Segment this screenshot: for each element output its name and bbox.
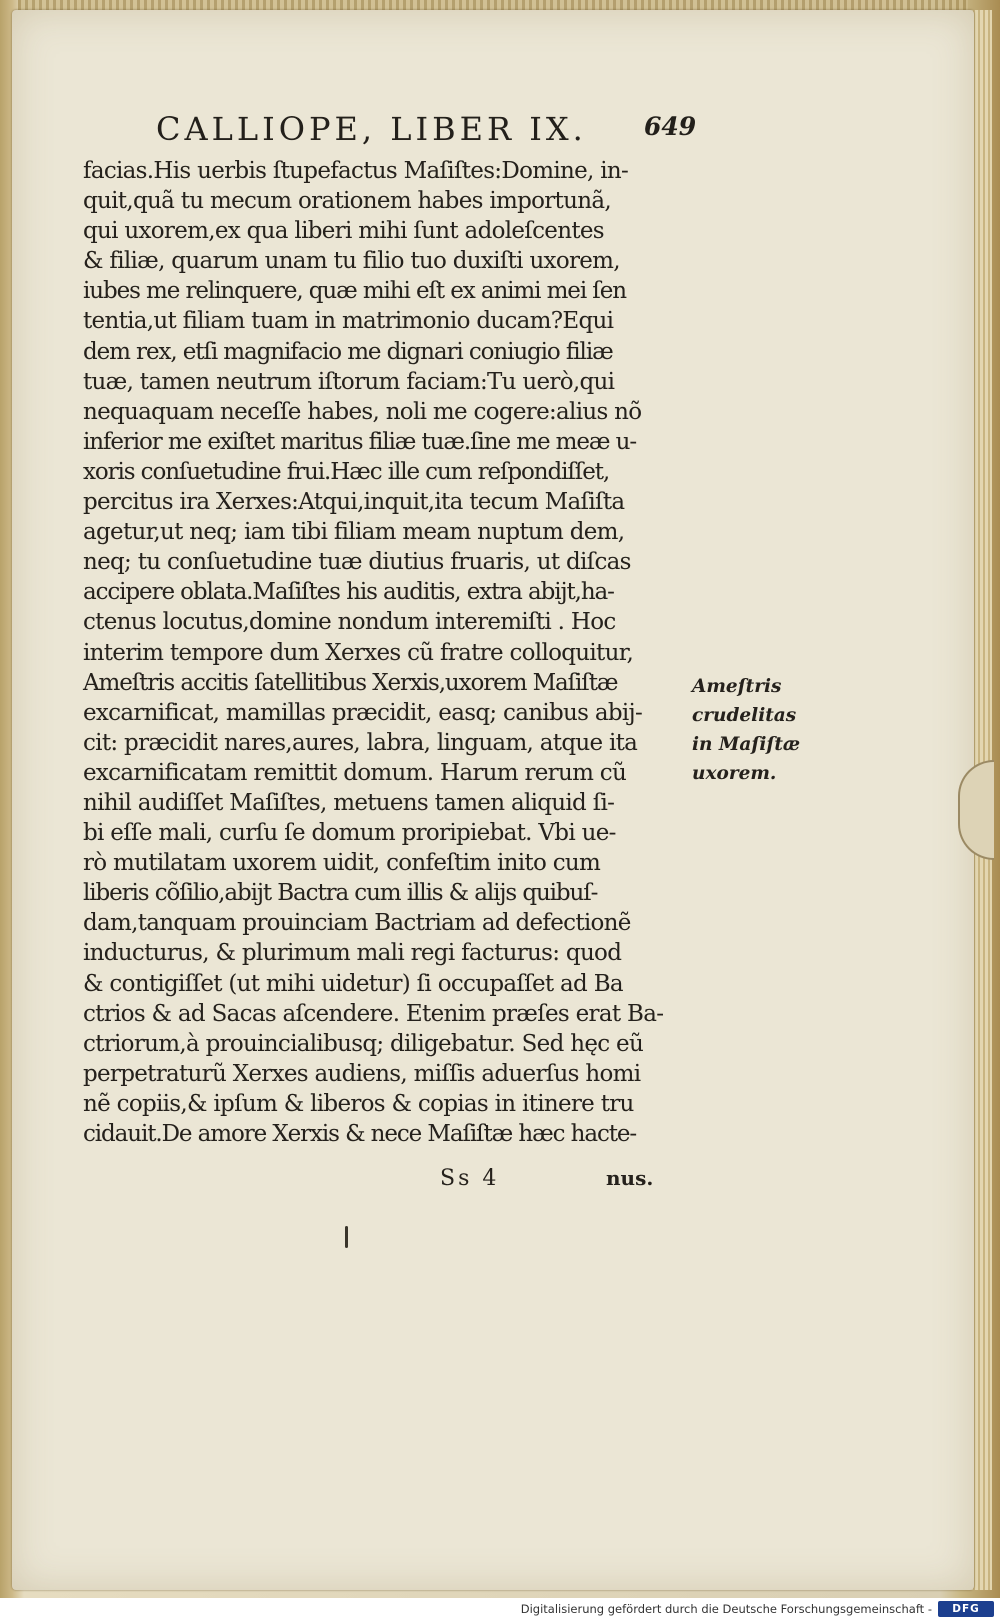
text-line: ctenus locutus,domine nondum interemiſti . Hoc	[83, 609, 616, 636]
text-line: Ameſtris accitis ſatellitibus Xerxis,uxorem Maſiſtæ	[83, 669, 618, 696]
signature-mark: Ss 4	[440, 1166, 500, 1191]
ink-mark	[345, 1226, 348, 1248]
digitization-footer	[0, 1598, 1000, 1621]
text-line: bi eſſe mali, curſu ſe domum proripiebat. Vbi ue-	[83, 820, 616, 847]
text-line: liberis cõſilio,abijt Bactra cum illis & alijs quibuſ-	[83, 880, 598, 907]
text-line: nihil audiſſet Maſiſtes, metuens tamen aliquid ſi-	[83, 789, 615, 816]
marginal-note-line: uxorem.	[692, 763, 777, 784]
text-line: tentia,ut filiam tuam in matrimonio ducam?Equi	[83, 308, 614, 335]
text-line: qui uxorem,ex qua liberi mihi ſunt adoleſcentes	[83, 218, 604, 245]
marginal-note-line: Ameſtris	[692, 676, 782, 697]
marginal-note-line: in Maſiſtæ	[692, 734, 801, 755]
text-line: dem rex, etſi magnifacio me dignari coniugio filiæ	[83, 338, 613, 365]
page-header	[156, 110, 696, 154]
catchword: nus.	[606, 1166, 654, 1190]
running-title: CALLIOPE, LIBER IX.	[156, 110, 587, 148]
marginal-note	[692, 672, 802, 788]
main-text-block	[83, 156, 683, 1149]
text-line: cit: præcidit nares,aures, labra, linguam, atque ita	[83, 729, 638, 756]
text-line: xoris conſuetudine frui.Hæc ille cum reſpondiſſet,	[83, 458, 610, 485]
text-line: neq; tu conſuetudine tuæ diutius fruaris, ut diſcas	[83, 549, 631, 576]
text-line: & filiæ, quarum unam tu filio tuo duxiſti uxorem,	[83, 248, 620, 275]
text-line: perpetraturũ Xerxes audiens, miſſis aduerſus homi	[83, 1060, 641, 1087]
text-line: accipere oblata.Maſiſtes his auditis, extra abijt,ha-	[83, 579, 614, 606]
text-line: iubes me relinquere, quæ mihi eſt ex animi mei ſen	[83, 278, 626, 305]
text-line: quit,quã tu mecum orationem habes importunã,	[83, 188, 611, 215]
dfg-logo: DFG	[938, 1601, 994, 1617]
page-top-edge	[18, 0, 968, 10]
marginal-note-line: crudelitas	[692, 705, 797, 726]
text-line: agetur,ut neq; iam tibi filiam meam nuptum dem,	[83, 519, 625, 546]
text-line: inducturus, & plurimum mali regi facturus: quod	[83, 940, 622, 967]
text-line: interim tempore dum Xerxes cũ fratre colloquitur,	[83, 639, 634, 666]
text-line: nequaquam neceſſe habes, noli me cogere:alius nõ	[83, 398, 642, 425]
text-line: & contigiſſet (ut mihi uidetur) ſi occupaſſet ad Ba	[83, 970, 623, 997]
text-line: inferior me exiſtet maritus filiæ tuæ.ſine me meæ u-	[83, 428, 636, 455]
text-line: rò mutilatam uxorem uidit, confeſtim inito cum	[83, 850, 601, 877]
text-line: cidauit.De amore Xerxis & nece Maſiſtæ hæc hacte-	[83, 1121, 637, 1147]
text-line: tuæ, tamen neutrum iſtorum faciam:Tu uerò,qui	[83, 368, 615, 395]
text-line: facias.His uerbis ſtupefactus Maſiſtes:Domine, in-	[83, 158, 629, 184]
text-line: nẽ copiis,& ipſum & liberos & copias in itinere tru	[83, 1090, 634, 1117]
text-line: percitus ira Xerxes:Atqui,inquit,ita tecum Maſiſta	[83, 489, 625, 516]
text-line: excarnificat, mamillas præcidit, easq; canibus abij-	[83, 699, 643, 726]
funding-notice: Digitalisierung gefördert durch die Deutsche Forschungsgemeinschaft -	[520, 1602, 932, 1616]
text-line: excarnificatam remittit domum. Harum rerum cũ	[83, 759, 627, 786]
text-line: dam,tanquam prouinciam Bactriam ad defectionẽ	[83, 910, 631, 937]
text-line: ctrios & ad Sacas aſcendere. Etenim præſes erat Ba-	[83, 1000, 664, 1027]
page-number: 649	[644, 112, 697, 141]
text-line: ctriorum,à prouincialibusq; diligebatur. Sed hęc eũ	[83, 1030, 644, 1057]
